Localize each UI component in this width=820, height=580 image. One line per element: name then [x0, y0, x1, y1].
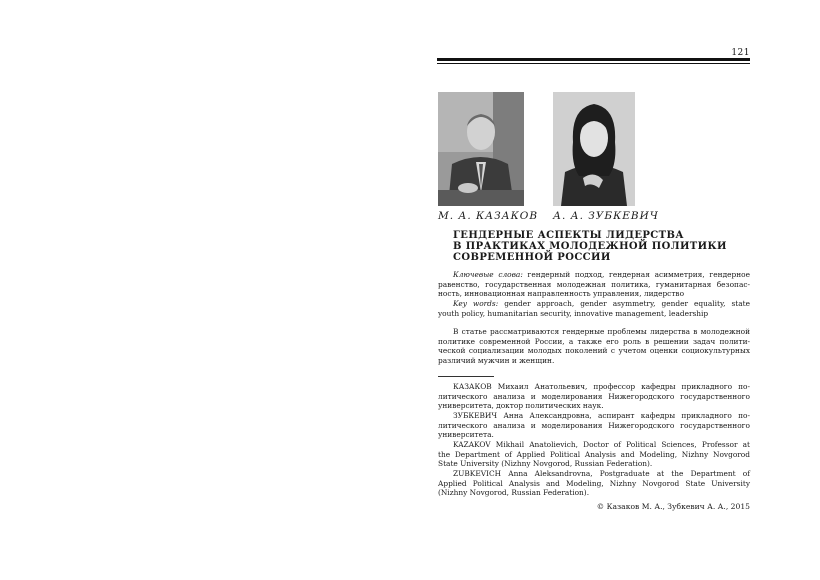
footnote-line: университета, доктор политических наук.	[438, 401, 604, 411]
keywords-ru-line: равенство, государственная молодежная политика, гуманитарная безопас-	[438, 279, 750, 289]
keywords-en-label: Key words:	[453, 299, 499, 308]
footnote-line: Applied Political Analysis and Modeling, Nizhny Novgorod State University	[438, 478, 750, 488]
title-line: ГЕНДЕРНЫЕ АСПЕКТЫ ЛИДЕРСТВА	[453, 230, 684, 241]
footnote-line: ЗУБКЕВИЧ Анна Александровна, аспирант кафедры прикладного по-	[453, 411, 750, 420]
keywords-ru-text: гендерный подход, гендерная асимметрия, гендерное	[522, 270, 750, 279]
abstract-line: различий мужчин и женщин.	[438, 355, 555, 365]
footnote-zubkevich-en	[438, 469, 750, 498]
footnote-line: KAZAKOV Mikhail Anatolievich, Doctor of Political Sciences, Professor at	[453, 440, 750, 449]
footnote-line: the Department of Applied Political Analysis and Modeling, Nizhny Novgorod	[438, 449, 750, 459]
footnote-kazakov-ru	[438, 382, 750, 411]
author-photo-zubkevich	[553, 92, 635, 206]
keywords-en	[438, 299, 750, 318]
keywords-ru-label: Ключевые слова:	[453, 270, 523, 279]
author-photo-kazakov	[438, 92, 524, 206]
header-rule	[437, 58, 750, 61]
abstract	[438, 327, 750, 365]
author-name-zubkevich: А. А. ЗУБКЕВИЧ	[553, 210, 659, 222]
keywords-ru	[438, 270, 750, 299]
abstract-line: В статье рассматриваются гендерные проблемы лидерства в молодежной	[453, 327, 750, 336]
keywords-en-line: youth policy, humanitarian security, innovative management, leadership	[438, 308, 709, 318]
footnote-line: КАЗАКОВ Михаил Анатольевич, профессор кафедры прикладного по-	[453, 382, 750, 391]
keywords-en-text: gender approach, gender asymmetry, gender equality, state	[498, 299, 751, 308]
footnote-zubkevich-ru	[438, 411, 750, 440]
footnote-line: State University (Nizhny Novgorod, Russian Federation).	[438, 459, 653, 469]
footnote-line: литического анализа и моделирования Нижегородского государственного	[438, 391, 750, 401]
title-line: СОВРЕМЕННОЙ РОССИИ	[453, 252, 611, 263]
footnote-line: (Nizhny Novgorod, Russian Federation).	[438, 488, 590, 498]
footnote-kazakov-en	[438, 440, 750, 469]
page-number: 121	[731, 48, 750, 58]
footnote-line: литического анализа и моделирования Нижегородского государственного	[438, 420, 750, 430]
keywords-ru-line: ность, инновационная направленность управления, лидерство	[438, 289, 685, 299]
footnote-line: ZUBKEVICH Anna Aleksandrovna, Postgraduate at the Department of	[453, 469, 750, 478]
abstract-line: ческой социализации молодых поколений с учетом оценки социокультурных	[438, 346, 750, 356]
abstract-line: политике современной России, а также его роль в решении задач полити-	[438, 336, 750, 346]
author-name-kazakov: М. А. КАЗАКОВ	[438, 210, 539, 222]
article-title	[453, 230, 753, 263]
footnote-line: университета.	[438, 430, 494, 440]
copyright-notice: © Казаков М. А., Зубкевич А. А., 2015	[596, 502, 750, 511]
header-rule-thin	[437, 63, 750, 64]
title-line: В ПРАКТИКАХ МОЛОДЕЖНОЙ ПОЛИТИКИ	[453, 241, 727, 252]
footnote-rule	[438, 376, 494, 377]
